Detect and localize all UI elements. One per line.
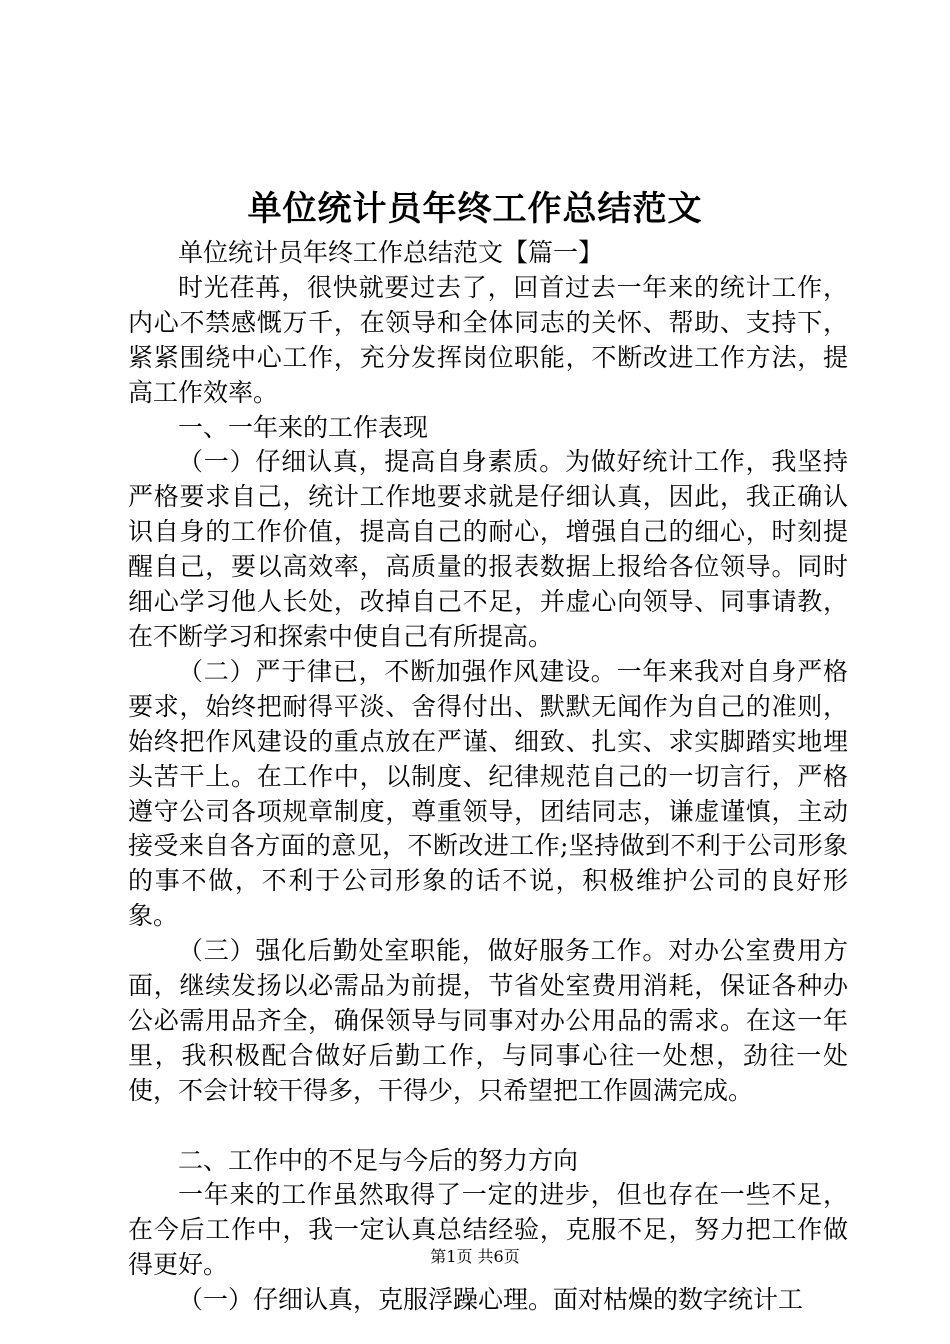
section-heading-shortcomings: 二、工作中的不足与今后的努力方向 (178, 1145, 579, 1175)
document-body (128, 236, 848, 1318)
paragraph-item-3: （三）强化后勤处室职能，做好服务工作。对办公室费用方面，继续发扬以必需品为前提，节省处室费用消耗，保证各种办公必需用品齐全，确保领导与同事对办公用品的需求。在这一年里，我积极配合做好后勤工作，与同事心往一处想，劲往一处使，不会计较干得多，干得少，只希望把工作圆满完成。 (128, 936, 848, 1105)
shortcomings-paragraph: 一年来的工作虽然取得了一定的进步，但也存在一些不足，在今后工作中，我一定认真总结经验，克服不足，努力把工作做得更好。 (128, 1180, 848, 1280)
intro-paragraph: 时光荏苒，很快就要过去了，回首过去一年来的统计工作，内心不禁感慨万千，在领导和全体同志的关怀、帮助、支持下，紧紧围绕中心工作，充分发挥岗位职能，不断改进工作方法，提高工作效率。 (128, 272, 848, 407)
paragraph-item-4: （一）仔细认真，克服浮躁心理。面对枯燥的数字统计工 (178, 1285, 804, 1315)
blank-line (128, 1109, 848, 1144)
document-title: 单位统计员年终工作总结范文 (247, 189, 703, 229)
section-heading-performance: 一、一年来的工作表现 (178, 412, 429, 442)
paragraph-item-1: （一）仔细认真，提高自身素质。为做好统计工作，我坚持严格要求自己，统计工作地要求就是仔细认真，因此，我正确认识自身的工作价值，提高自己的耐心，增强自己的细心，时刻提醒自己，要以高效率，高质量的报表数据上报给各位领导。同时细心学习他人长处，改掉自己不足，并虚心向领导、同事请教，在不断学习和探索中使自己有所提高。 (128, 447, 848, 651)
section-heading-part-one: 单位统计员年终工作总结范文【篇一】 (178, 238, 604, 267)
page-footer: 第1页 共6页 (430, 1247, 520, 1266)
paragraph-item-2: （二）严于律已，不断加强作风建设。一年来我对自身严格要求，始终把耐得平淡、舍得付出、默默无闻作为自己的准则，始终把作风建设的重点放在严谨、细致、扎实、求实脚踏实地埋头苦干上。在工作中，以制度、纪律规范自己的一切言行，严格遵守公司各项规章制度，尊重领导，团结同志，谦虚谨慎，主动接受来自各方面的意见，不断改进工作;坚持做到不利于公司形象的事不做，不利于公司形象的话不说，积极维护公司的良好形象。 (128, 656, 848, 931)
